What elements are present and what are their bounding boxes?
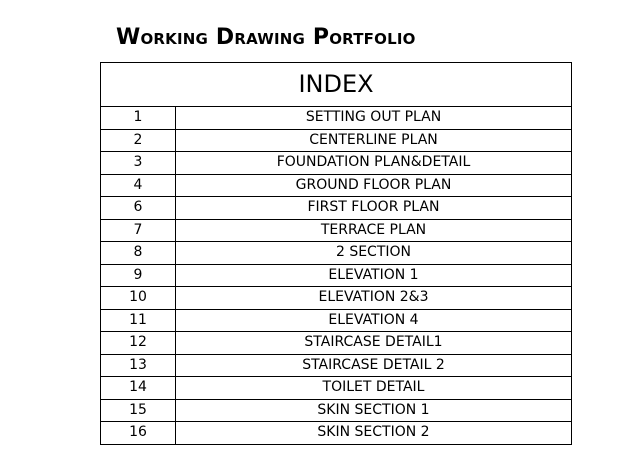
sheet-number: 12 — [101, 332, 176, 355]
table-row — [101, 354, 572, 377]
sheet-number: 13 — [101, 354, 176, 377]
sheet-number: 6 — [101, 197, 176, 220]
table-row — [101, 422, 572, 445]
table-row — [101, 309, 572, 332]
table-row — [101, 242, 572, 265]
sheet-title: SKIN SECTION 2 — [176, 422, 572, 445]
sheet-number: 11 — [101, 309, 176, 332]
sheet-title: CENTERLINE PLAN — [176, 129, 572, 152]
sheet-title: TERRACE PLAN — [176, 219, 572, 242]
sheet-title: SETTING OUT PLAN — [176, 107, 572, 130]
sheet-title: TOILET DETAIL — [176, 377, 572, 400]
sheet-title: ELEVATION 4 — [176, 309, 572, 332]
index-body — [101, 107, 572, 445]
sheet-title: 2 SECTION — [176, 242, 572, 265]
index-table — [100, 62, 572, 445]
table-row — [101, 377, 572, 400]
sheet-number: 3 — [101, 152, 176, 175]
sheet-number: 10 — [101, 287, 176, 310]
sheet-number: 14 — [101, 377, 176, 400]
sheet-number: 9 — [101, 264, 176, 287]
sheet-title: ELEVATION 1 — [176, 264, 572, 287]
index-header-row — [101, 63, 572, 107]
sheet-title: FIRST FLOOR PLAN — [176, 197, 572, 220]
sheet-title: STAIRCASE DETAIL1 — [176, 332, 572, 355]
table-row — [101, 219, 572, 242]
sheet-number: 2 — [101, 129, 176, 152]
table-row — [101, 332, 572, 355]
table-row — [101, 174, 572, 197]
table-row — [101, 129, 572, 152]
sheet-title: STAIRCASE DETAIL 2 — [176, 354, 572, 377]
sheet-number: 1 — [101, 107, 176, 130]
table-row — [101, 197, 572, 220]
sheet-title: SKIN SECTION 1 — [176, 399, 572, 422]
table-row — [101, 287, 572, 310]
sheet-number: 7 — [101, 219, 176, 242]
sheet-title: ELEVATION 2&3 — [176, 287, 572, 310]
page-title: Working Drawing Portfolio — [116, 25, 416, 50]
index-heading: INDEX — [101, 63, 572, 107]
sheet-number: 15 — [101, 399, 176, 422]
table-row — [101, 264, 572, 287]
sheet-title: GROUND FLOOR PLAN — [176, 174, 572, 197]
sheet-number: 4 — [101, 174, 176, 197]
table-row — [101, 399, 572, 422]
sheet-title: FOUNDATION PLAN&DETAIL — [176, 152, 572, 175]
table-row — [101, 107, 572, 130]
sheet-number: 8 — [101, 242, 176, 265]
table-row — [101, 152, 572, 175]
sheet-number: 16 — [101, 422, 176, 445]
